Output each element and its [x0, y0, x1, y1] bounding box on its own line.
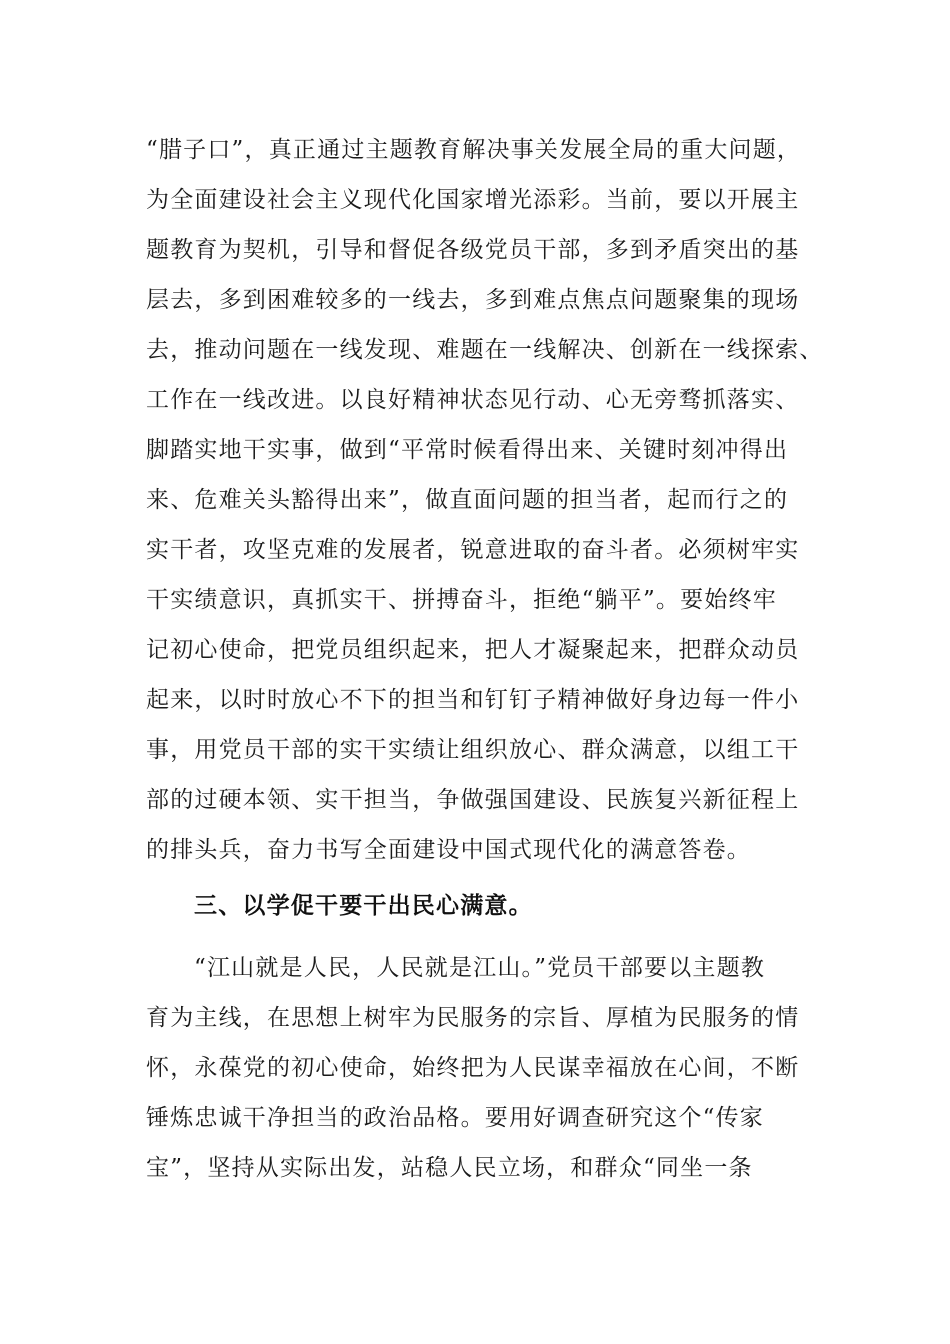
- paragraph-1-line: “腊子口”，真正通过主题教育解决事关发展全局的重大问题，: [146, 137, 802, 163]
- paragraph-2-line: 怀，永葆党的初心使命，始终把为人民谋幸福放在心间，不断: [146, 1055, 800, 1081]
- paragraph-1-line: 来、危难关头豁得出来”，做直面问题的担当者，起而行之的: [146, 487, 789, 513]
- paragraph-1-line: 题教育为契机，引导和督促各级党员干部，多到矛盾突出的基: [146, 237, 800, 263]
- paragraph-2-line: “江山就是人民，人民就是江山。”党员干部要以主题教: [194, 955, 766, 981]
- paragraph-1-line: 为全面建设社会主义现代化国家增光添彩。当前，要以开展主: [146, 187, 800, 213]
- paragraph-2-line: 锤炼忠诚干净担当的政治品格。要用好调查研究这个“传家: [146, 1105, 764, 1131]
- paragraph-1-line: 事，用党员干部的实干实绩让组织放心、群众满意，以组工干: [146, 737, 800, 763]
- paragraph-1-line: 实干者，攻坚克难的发展者，锐意进取的奋斗者。必须树牢实: [146, 537, 800, 563]
- paragraph-1-line: 工作在一线改进。以良好精神状态见行动、心无旁骛抓落实、: [146, 387, 800, 413]
- paragraph-1-line: 干实绩意识，真抓实干、拼搏奋斗，拒绝“躺平”。要始终牢: [146, 587, 777, 613]
- paragraph-1-line: 脚踏实地干实事，做到“平常时候看得出来、关键时刻冲得出: [146, 437, 789, 463]
- paragraph-1-line: 部的过硬本领、实干担当，争做强国建设、民族复兴新征程上: [146, 787, 800, 813]
- paragraph-2-line: 育为主线，在思想上树牢为民服务的宗旨、厚植为民服务的情: [146, 1005, 800, 1031]
- paragraph-1-line: 的排头兵，奋力书写全面建设中国式现代化的满意答卷。: [146, 837, 751, 863]
- paragraph-2-line: 宝”，坚持从实际出发，站稳人民立场，和群众“同坐一条: [146, 1155, 753, 1181]
- paragraph-1-line: 层去，多到困难较多的一线去，多到难点焦点问题聚集的现场: [146, 287, 800, 313]
- paragraph-1-line: 记初心使命，把党员组织起来，把人才凝聚起来，把群众动员: [146, 637, 800, 663]
- paragraph-1-line: 起来，以时时放心不下的担当和钉钉子精神做好身边每一件小: [146, 687, 800, 713]
- paragraph-1-line: 去，推动问题在一线发现、难题在一线解决、创新在一线探索、: [146, 337, 824, 363]
- section-heading-3: 三、以学促干要干出民心满意。: [194, 893, 533, 919]
